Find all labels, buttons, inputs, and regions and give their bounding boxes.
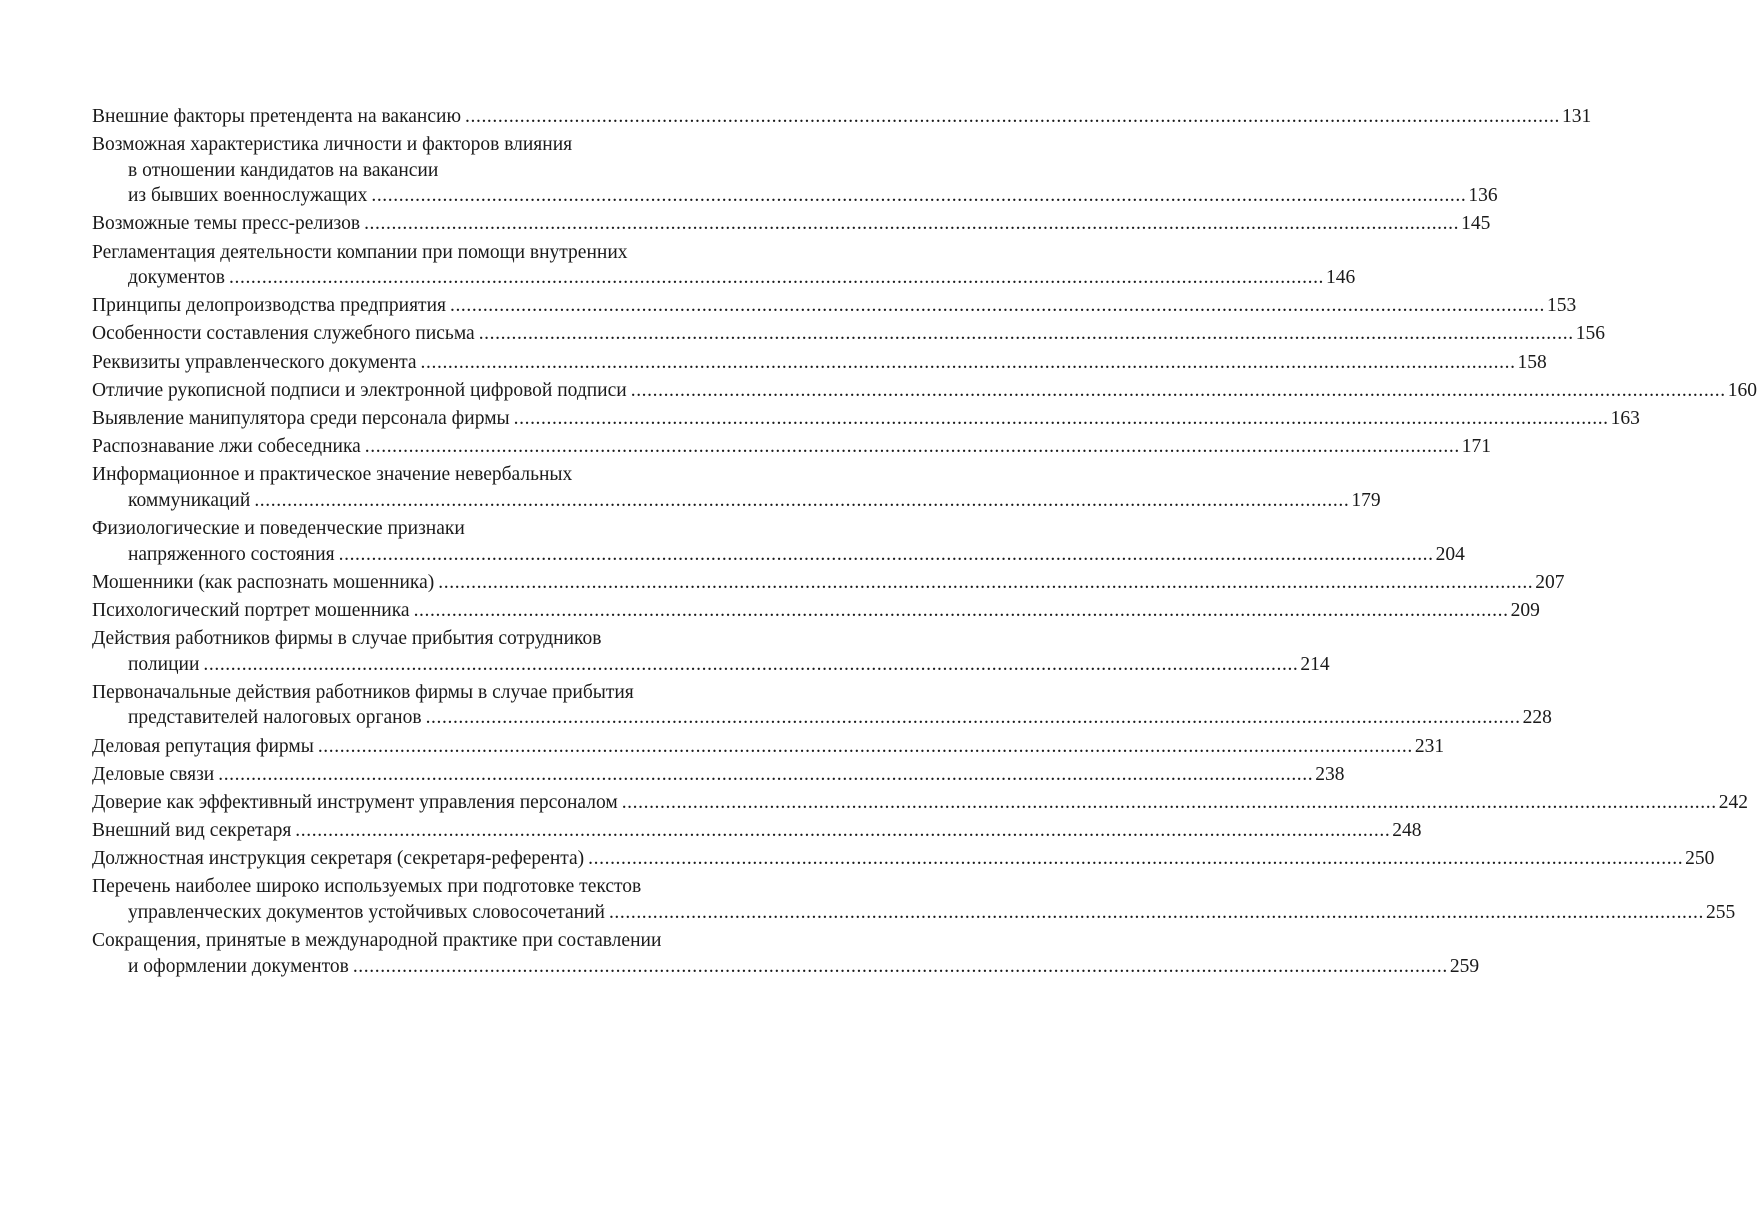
- toc-entry-title-line: Внешний вид секретаря: [92, 820, 292, 842]
- toc-entry-title-line: Деловая репутация фирмы: [92, 735, 314, 757]
- toc-entry: [92, 240, 1356, 291]
- dot-leader: ........................................................................................................................................................................................................: [425, 707, 1521, 729]
- toc-entry-title-line: Отличие рукописной подписи и электронной цифровой подписи: [92, 379, 627, 401]
- toc-page-number: 163: [1610, 408, 1640, 429]
- toc-entry-title-line: Выявление манипулятора среди персонала фирмы: [92, 408, 510, 429]
- dot-leader: ........................................................................................................................................................................................................: [352, 955, 1448, 977]
- toc-entry-title-line: Физиологические и поведенческие признаки: [92, 518, 465, 540]
- toc-entry: [92, 516, 1465, 567]
- dot-leader: ........................................................................................................................................................................................................: [364, 436, 1460, 458]
- toc-entry-title-line: Информационное и практическое значение невербальных: [92, 464, 573, 486]
- toc-page-number: 214: [1300, 653, 1330, 675]
- toc-entry-title-line: полиции: [128, 653, 200, 675]
- toc-entry: [92, 132, 1498, 209]
- toc-entry-title-line: из бывших военнослужащих: [128, 185, 368, 207]
- dot-leader: ........................................................................................................................................................................................................: [513, 408, 1609, 429]
- toc-page-number: 131: [1562, 106, 1592, 127]
- dot-leader: ........................................................................................................................................................................................................: [254, 489, 1350, 511]
- toc-entry-title-line: в отношении кандидатов на вакансии: [128, 159, 439, 181]
- toc-page-number: 156: [1575, 323, 1605, 345]
- dot-leader: ........................................................................................................................................................................................................: [229, 267, 1325, 289]
- toc-entry-title-line: Возможные темы пресс-релизов: [92, 213, 361, 235]
- toc-page-number: 204: [1435, 543, 1465, 565]
- dot-leader: ........................................................................................................................................................................................................: [218, 763, 1314, 785]
- toc-page-number: 153: [1546, 295, 1577, 317]
- toc-page-number: 158: [1517, 351, 1547, 373]
- toc-page-number: 160: [1727, 379, 1757, 401]
- toc-page-number: 146: [1326, 267, 1356, 289]
- toc-entry-title-line: коммуникаций: [128, 489, 251, 511]
- toc-entry-title-line: Психологический портрет мошенника: [92, 599, 410, 621]
- dot-leader: ........................................................................................................................................................................................................: [438, 571, 1534, 593]
- toc-entry: [92, 874, 1736, 925]
- dot-leader: ........................................................................................................................................................................................................: [465, 106, 1561, 127]
- toc-entry: [92, 104, 1592, 130]
- dot-leader: ........................................................................................................................................................................................................: [364, 213, 1460, 235]
- toc-entry-title-line: Доверие как эффективный инструмент управления персоналом: [92, 791, 618, 813]
- toc-entry-title-line: управленческих документов устойчивых словосочетаний: [128, 901, 605, 923]
- toc-entry-title-line: Реквизиты управленческого документа: [92, 351, 417, 373]
- toc-page-number: 248: [1392, 820, 1422, 842]
- toc-entry-title-line: Должностная инструкция секретаря (секретаря-референта): [92, 848, 585, 870]
- dot-leader: ........................................................................................................................................................................................................: [478, 323, 1574, 345]
- dot-leader: ........................................................................................................................................................................................................: [449, 295, 1545, 317]
- dot-leader: ........................................................................................................................................................................................................: [630, 379, 1726, 401]
- toc-page-number: 171: [1461, 436, 1492, 458]
- toc-entry-title-line: Возможная характеристика личности и факторов влияния: [92, 134, 573, 156]
- toc-entry: [92, 790, 1748, 816]
- dot-leader: ........................................................................................................................................................................................................: [588, 848, 1684, 870]
- toc-entry: [92, 378, 1757, 404]
- toc-entry: [92, 680, 1552, 731]
- toc-entry-title-line: Перечень наиболее широко используемых при подготовке текстов: [92, 876, 642, 898]
- toc-entry-title-line: документов: [128, 267, 226, 289]
- toc-entry-title-line: Мошенники (как распознать мошенника): [92, 571, 435, 593]
- toc-page-number: 238: [1315, 763, 1345, 785]
- toc-entry-title-line: Распознавание лжи собеседника: [92, 436, 361, 458]
- toc-entry-title-line: Первоначальные действия работников фирмы в случае прибытия: [92, 681, 634, 703]
- toc-page-number: 242: [1718, 791, 1748, 813]
- dot-leader: ........................................................................................................................................................................................................: [413, 599, 1509, 621]
- toc-page-number: 207: [1535, 571, 1565, 593]
- dot-leader: ........................................................................................................................................................................................................: [203, 653, 1299, 675]
- toc-page-number: 231: [1414, 735, 1445, 757]
- toc-page-number: 209: [1510, 599, 1540, 621]
- toc-entry: [92, 846, 1715, 872]
- dot-leader: ........................................................................................................................................................................................................: [338, 543, 1434, 565]
- toc-entry: [92, 762, 1345, 788]
- toc-entry: [92, 321, 1605, 347]
- toc-entry: [92, 350, 1547, 376]
- toc-entry-title-line: Деловые связи: [92, 763, 215, 785]
- toc-entry-title-line: Регламентация деятельности компании при помощи внутренних: [92, 241, 628, 263]
- dot-leader: ........................................................................................................................................................................................................: [371, 185, 1467, 207]
- dot-leader: ........................................................................................................................................................................................................: [621, 791, 1717, 813]
- table-of-contents: [92, 104, 1757, 982]
- toc-entry: [92, 598, 1540, 624]
- dot-leader: ........................................................................................................................................................................................................: [295, 820, 1391, 842]
- toc-page-number: 136: [1468, 185, 1498, 207]
- toc-page-number: 250: [1685, 848, 1715, 870]
- toc-entry-title-line: Сокращения, принятые в международной практике при составлении: [92, 930, 662, 952]
- dot-leader: ........................................................................................................................................................................................................: [317, 735, 1413, 757]
- toc-entry-title-line: Принципы делопроизводства предприятия: [92, 295, 446, 317]
- toc-entry-title-line: и оформлении документов: [128, 955, 349, 977]
- toc-entry: [92, 211, 1491, 237]
- toc-entry: [92, 462, 1381, 513]
- toc-entry: [92, 434, 1492, 460]
- toc-entry-title-line: Действия работников фирмы в случае прибытия сотрудников: [92, 628, 602, 650]
- toc-page-number: 145: [1461, 213, 1491, 235]
- toc-entry: [92, 734, 1445, 760]
- toc-entry-title-line: Особенности составления служебного письма: [92, 323, 475, 345]
- toc-entry: [92, 406, 1640, 432]
- toc-page-number: 179: [1351, 489, 1381, 511]
- toc-entry: [92, 928, 1480, 979]
- toc-entry: [92, 293, 1577, 319]
- toc-page-number: 228: [1522, 707, 1552, 729]
- toc-entry-title-line: Внешние факторы претендента на вакансию: [92, 106, 462, 127]
- dot-leader: ........................................................................................................................................................................................................: [420, 351, 1516, 373]
- toc-entry: [92, 626, 1330, 677]
- toc-entry-title-line: представителей налоговых органов: [128, 707, 422, 729]
- toc-page-number: 255: [1705, 901, 1736, 923]
- toc-entry: [92, 818, 1422, 844]
- toc-entry: [92, 570, 1565, 596]
- toc-entry-title-line: напряженного состояния: [128, 543, 335, 565]
- dot-leader: ........................................................................................................................................................................................................: [608, 901, 1704, 923]
- toc-page-number: 259: [1449, 955, 1480, 977]
